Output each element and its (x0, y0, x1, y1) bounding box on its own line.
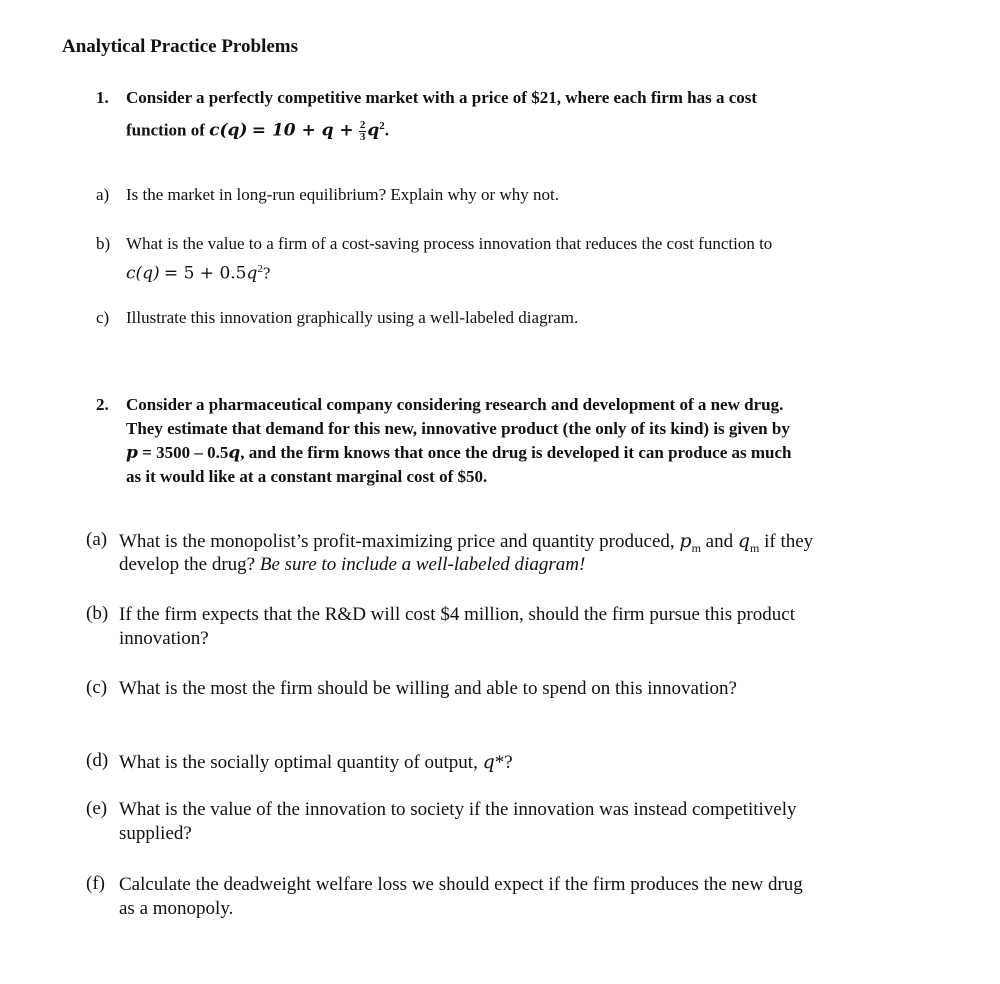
q2-part-c-line1: What is the most the firm should be willing and able to spend on this innovation? (119, 678, 737, 699)
q2-part-a-line2 (119, 553, 585, 577)
q2-a-text2-em: Be sure to include a well-labeled diagram! (259, 554, 586, 575)
q1-b-rhs: = 5 + 0.5 (163, 263, 247, 284)
q1-exp: 2 (379, 120, 385, 132)
q2-part-b-line1: If the firm expects that the R&D will cost $4 million, should the firm pursue this product (119, 604, 795, 625)
q1-cost-lhs: c(q) (209, 120, 248, 141)
q1-end: . (384, 120, 390, 140)
q2-a-qm: q (737, 530, 751, 552)
q2-part-d-line1 (119, 750, 513, 775)
q1-part-a-text: Is the market in long-run equilibrium? Explain why or why not. (126, 185, 559, 204)
q1-q: q (367, 120, 380, 141)
q1-part-b-text: What is the value to a firm of a cost-saving process innovation that reduces the cost function to (126, 234, 773, 253)
q2-part-e-label: (e) (86, 798, 108, 819)
q2-p: p (126, 443, 138, 463)
q1-frac-num: 2 (359, 119, 366, 132)
q1-b-end: ? (262, 263, 271, 283)
q2-part-c-label: (c) (86, 677, 108, 698)
q1-line2-prefix: function of (126, 120, 210, 140)
q1-part-c-text: Illustrate this innovation graphically using a well-labeled diagram. (126, 308, 579, 327)
q2-line3-rest: , and the firm knows that once the drug is developed it can produce as much (240, 443, 792, 462)
q1-part-a-label: a) (96, 185, 110, 204)
q1-part-c-label: c) (96, 308, 110, 327)
q2-number: 2. (96, 395, 109, 414)
q2-line3 (126, 441, 792, 465)
q1-b-q: q (246, 263, 258, 284)
q2-eq: = 3500 – 0.5 (137, 443, 229, 462)
q2-a-and: and (700, 531, 738, 552)
q2-part-f-line2: as a monopoly. (119, 898, 234, 919)
q2-part-e-line1: What is the value of the innovation to society if the innovation was instead competitively (119, 799, 797, 820)
q2-d-text1: What is the socially optimal quantity of output, (119, 752, 483, 773)
q1-cost-rhs: = 10 + q + (251, 120, 354, 141)
q2-part-f-line1: Calculate the deadweight welfare loss we should expect if the firm produces the new drug (119, 874, 803, 895)
q2-part-b-line2: innovation? (119, 628, 209, 649)
q1-number: 1. (96, 88, 109, 107)
q1-b-exp: 2 (257, 263, 263, 275)
q2-a-text2: develop the drug? (119, 554, 260, 575)
q1-frac-den: 3 (359, 131, 366, 144)
q2-d-qstar: q (482, 751, 495, 773)
q2-a-text1-end: if they (759, 531, 814, 552)
q1-fraction (359, 120, 367, 143)
q2-a-pm-sub: m (691, 540, 701, 555)
q1-part-b-math (126, 257, 270, 286)
q2-line4: as it would like at a constant marginal cost of $50. (126, 467, 488, 486)
q2-part-a-label: (a) (86, 529, 108, 550)
q2-part-d-label: (d) (86, 750, 109, 771)
q1-line2 (126, 114, 389, 143)
q2-q: q (228, 443, 241, 463)
q1-line1: Consider a perfectly competitive market with a price of $21, where each firm has a cost (126, 88, 758, 107)
q2-d-qstar-mark: *? (494, 752, 513, 773)
q2-part-b-label: (b) (86, 603, 109, 624)
q2-line2: They estimate that demand for this new, innovative product (the only of its kind) is given by (126, 419, 790, 438)
q2-a-qm-sub: m (750, 540, 760, 555)
q2-line1: Consider a pharmaceutical company considering research and development of a new drug. (126, 395, 784, 414)
q2-part-e-line2: supplied? (119, 823, 192, 844)
q2-a-text1: What is the monopolist’s profit-maximizing price and quantity produced, (119, 531, 680, 552)
q2-part-f-label: (f) (86, 873, 105, 894)
q2-a-pm: p (679, 530, 692, 552)
page-title: Analytical Practice Problems (62, 36, 299, 57)
q1-part-b-label: b) (96, 234, 111, 253)
q1-b-lhs: c(q) (126, 263, 160, 284)
